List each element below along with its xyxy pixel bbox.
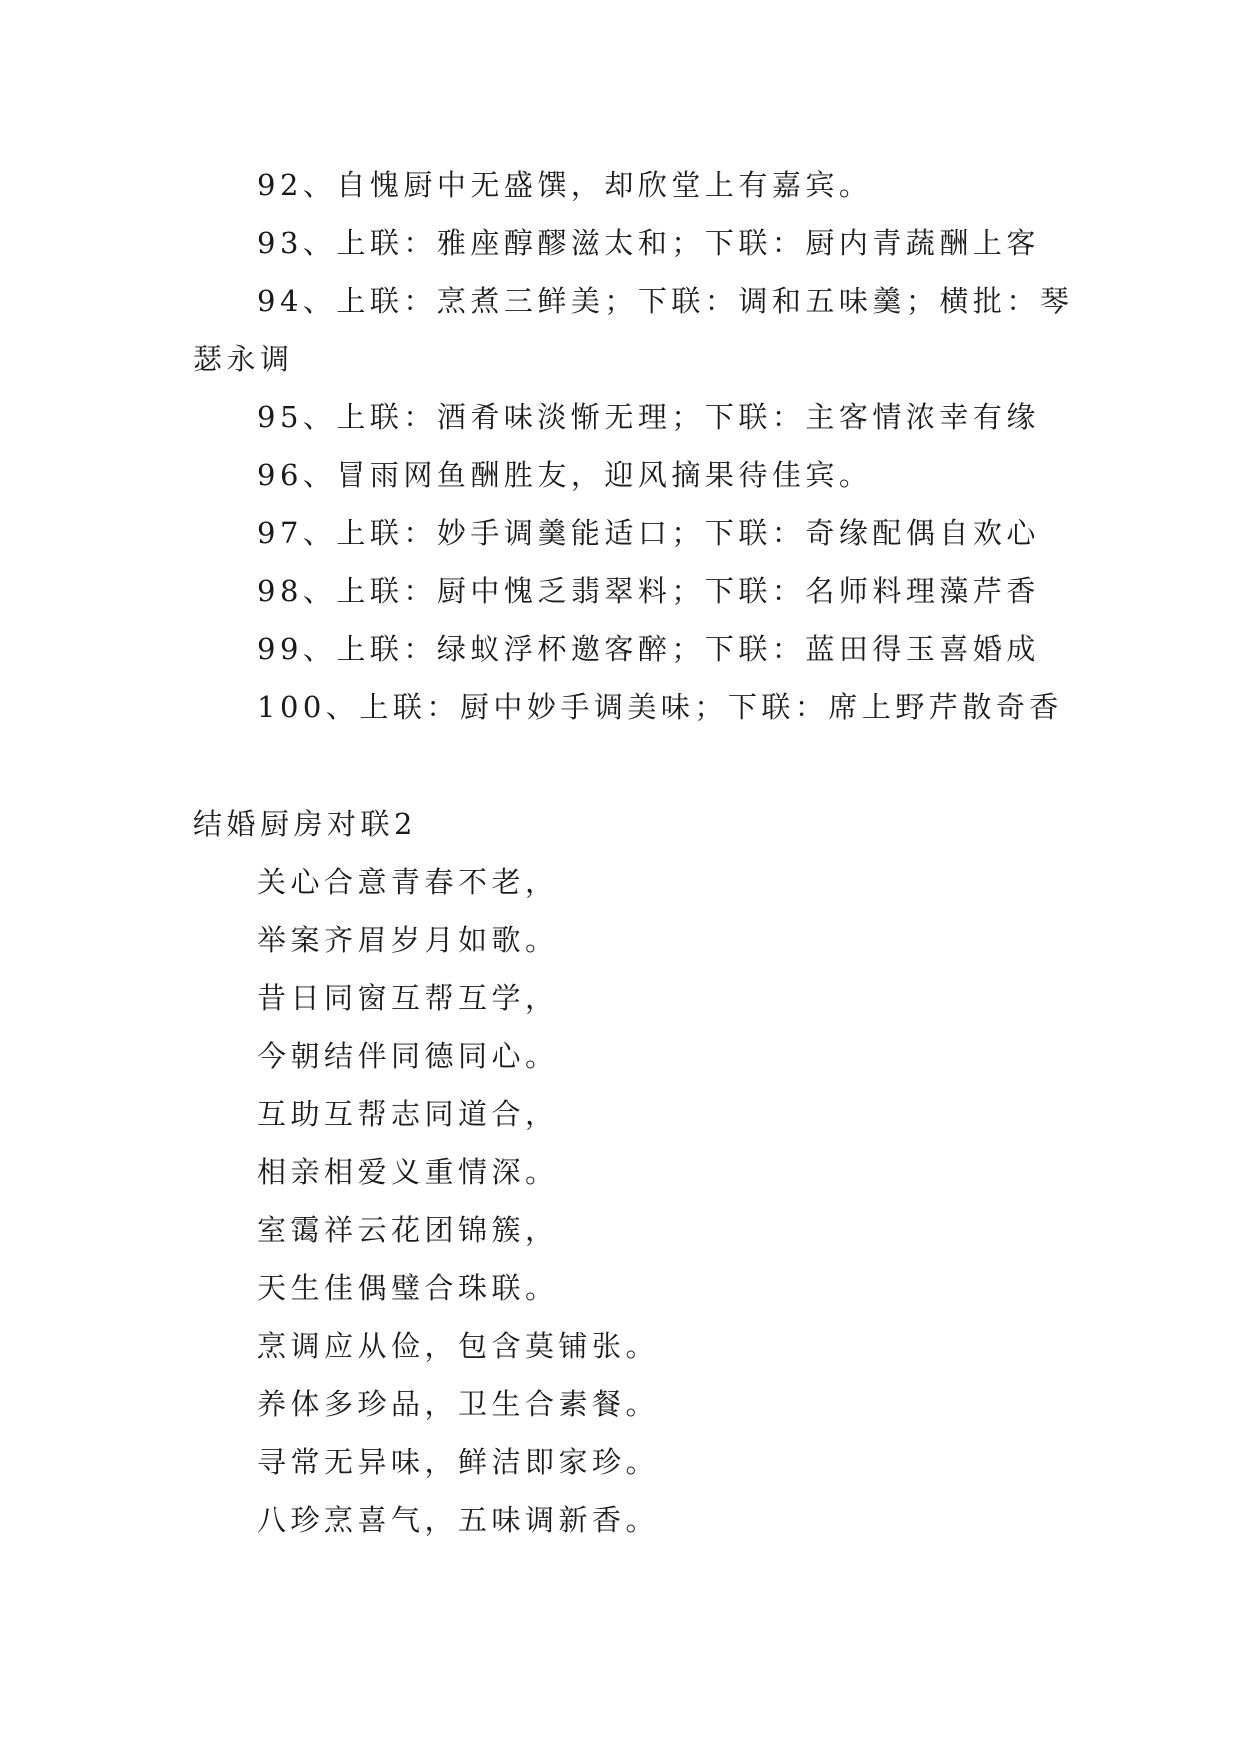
couplet-line-95: 95、上联：酒肴味淡惭无理；下联：主客情浓幸有缘	[257, 400, 1040, 434]
couplet-line-92: 92、自愧厨中无盛馔，却欣堂上有嘉宾。	[257, 168, 873, 202]
verse-line: 相亲相爱义重情深。	[257, 1155, 559, 1189]
verse-line: 天生佳偶璧合珠联。	[257, 1271, 559, 1305]
verse-line: 举案齐眉岁月如歌。	[257, 923, 559, 957]
section-title: 结婚厨房对联2	[193, 807, 417, 841]
couplet-line-94-continued: 瑟永调	[193, 342, 294, 376]
verse-line: 今朝结伴同德同心。	[257, 1039, 559, 1073]
couplet-line-100: 100、上联：厨中妙手调美味；下联：席上野芹散奇香	[257, 690, 1063, 724]
verse-line: 关心合意青春不老，	[257, 865, 559, 899]
couplet-line-93: 93、上联：雅座醇醪滋太和；下联：厨内青蔬酬上客	[257, 226, 1040, 260]
couplet-line-98: 98、上联：厨中愧乏翡翠料；下联：名师料理藻芹香	[257, 574, 1040, 608]
verse-line: 八珍烹喜气，五味调新香。	[257, 1503, 660, 1537]
couplet-line-94: 94、上联：烹煮三鲜美；下联：调和五味羹；横批：琴	[257, 284, 1074, 318]
verse-line: 养体多珍品，卫生合素餐。	[257, 1387, 660, 1421]
verse-line: 寻常无异味，鲜洁即家珍。	[257, 1445, 660, 1479]
verse-line: 昔日同窗互帮互学，	[257, 981, 559, 1015]
couplet-line-99: 99、上联：绿蚁浮杯邀客醉；下联：蓝田得玉喜婚成	[257, 632, 1040, 666]
couplet-line-97: 97、上联：妙手调羹能适口；下联：奇缘配偶自欢心	[257, 516, 1040, 550]
verse-line: 互助互帮志同道合，	[257, 1097, 559, 1131]
verse-line: 烹调应从俭，包含莫铺张。	[257, 1329, 660, 1363]
couplet-line-96: 96、冒雨网鱼酬胜友，迎风摘果待佳宾。	[257, 458, 873, 492]
verse-line: 室霭祥云花团锦簇，	[257, 1213, 559, 1247]
